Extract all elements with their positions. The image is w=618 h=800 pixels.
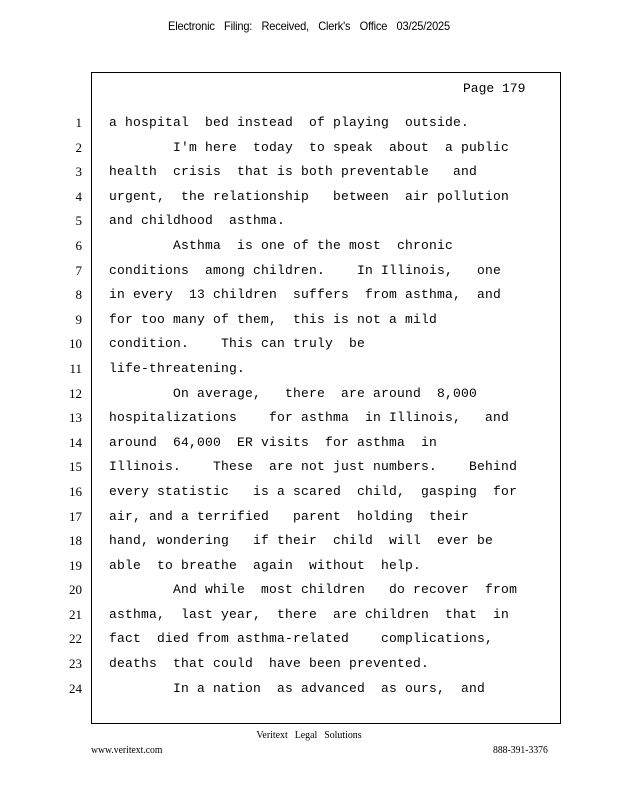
transcript-line: and childhood asthma.: [109, 213, 286, 229]
line-number: 5: [75, 213, 82, 229]
transcript-line: condition. This can truly be: [109, 336, 366, 352]
line-number: 13: [69, 410, 82, 426]
transcript-line: And while most children do recover from: [109, 582, 518, 598]
transcript-line: around 64,000 ER visits for asthma in: [109, 434, 438, 450]
transcript-text: [109, 111, 554, 701]
transcript-line: In a nation as advanced as ours, and: [109, 680, 486, 696]
transcript-line: deaths that could have been prevented.: [109, 656, 430, 672]
footer-company-name: Veritext Legal Solutions: [256, 729, 362, 741]
transcript-line: life-threatening.: [109, 360, 246, 376]
transcript-line: for too many of them, this is not a mild: [109, 311, 438, 327]
transcript-line: hospitalizations for asthma in Illinois, and: [109, 410, 510, 426]
line-number: 12: [69, 385, 82, 401]
footer-phone: 888-391-3376: [493, 744, 548, 756]
line-number: 14: [69, 434, 82, 450]
transcript-line: urgent, the relationship between air pollution: [109, 188, 510, 204]
line-number: 11: [69, 360, 82, 376]
line-number: 21: [69, 606, 82, 622]
line-number: 18: [69, 533, 82, 549]
line-number: 19: [69, 557, 82, 573]
transcript-line: I'm here today to speak about a public: [109, 139, 510, 155]
line-number: 16: [69, 483, 82, 499]
transcript-line: a hospital bed instead of playing outside.: [109, 115, 470, 130]
line-number: 3: [75, 164, 82, 180]
transcript-line: On average, there are around 8,000: [109, 385, 478, 401]
line-number: 10: [69, 336, 82, 352]
transcript-line: health crisis that is both preventable and: [109, 164, 478, 180]
transcript-line: hand, wondering if their child will ever be: [109, 533, 494, 549]
transcript-line: asthma, last year, there are children that in: [109, 606, 510, 622]
line-number: 6: [75, 237, 82, 253]
transcript-line: every statistic is a scared child, gasping for: [109, 483, 518, 499]
line-number: 7: [75, 262, 82, 278]
line-number: 20: [69, 582, 82, 598]
line-number: 17: [69, 508, 82, 524]
transcript-line: in every 13 children suffers from asthma, and: [109, 287, 502, 303]
line-number: 4: [75, 188, 82, 204]
page-number: Page 179: [463, 81, 526, 96]
transcript-line: air, and a terrified parent holding their: [109, 508, 470, 524]
line-number: 8: [75, 287, 82, 303]
line-number: 15: [69, 459, 82, 475]
transcript-line: able to breathe again without help.: [109, 557, 422, 573]
transcript-line: fact died from asthma-related complications,: [109, 631, 494, 647]
line-number: 22: [69, 631, 82, 647]
transcript-line: Asthma is one of the most chronic: [109, 237, 454, 253]
line-number: 9: [75, 311, 82, 327]
transcript-line: Illinois. These are not just numbers. Behind: [109, 459, 518, 475]
footer-website: www.veritext.com: [91, 744, 163, 756]
filing-stamp-header: Electronic Filing: Received, Clerk's Office 03/25/2025: [168, 19, 450, 33]
line-number: 1: [75, 115, 82, 130]
line-number: 23: [69, 656, 82, 672]
line-number-column: [50, 111, 82, 701]
transcript-line: conditions among children. In Illinois, one: [109, 262, 502, 278]
line-number: 24: [69, 680, 82, 696]
line-number: 2: [75, 139, 82, 155]
